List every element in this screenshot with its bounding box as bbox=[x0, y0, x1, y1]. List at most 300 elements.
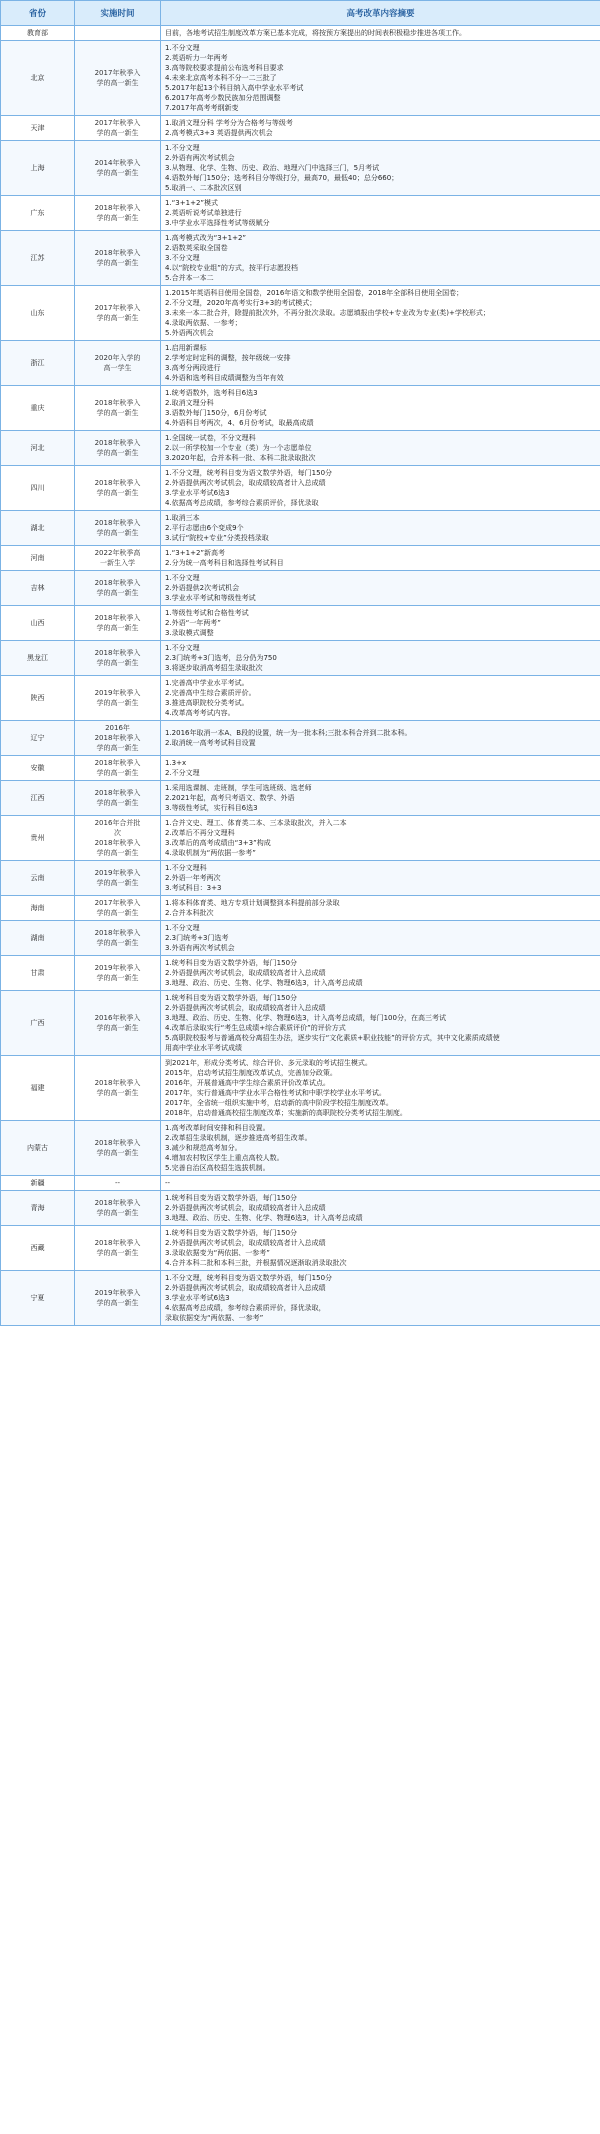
summary-line: 4.语数外每门150分；选考科目分等级打分，最高70，最低40；总分660； bbox=[165, 174, 399, 182]
summary-line: 到2021年，形成分类考试、综合评价、多元录取的考试招生模式。 bbox=[165, 1059, 372, 1067]
summary-line: 3.高等院校要求提前公布选考科目要求 bbox=[165, 64, 284, 72]
time-line: 2017年秋季入 bbox=[94, 69, 141, 77]
province-cell: 安徽 bbox=[1, 756, 75, 781]
time-line: 学的高一新生 bbox=[96, 1209, 139, 1217]
time-cell bbox=[75, 141, 161, 196]
table-row bbox=[1, 641, 600, 676]
time-line: 2019年秋季入 bbox=[94, 1289, 141, 1297]
summary-line: 3.地理、政治、历史、生物、化学、物理6选3，计入高考总成绩，每门100分，在高三考试 bbox=[165, 1014, 446, 1022]
summary-line: 1.“3+1+2”模式 bbox=[165, 199, 219, 207]
table-row bbox=[1, 546, 600, 571]
time-line: 学的高一新生 bbox=[96, 799, 139, 807]
summary-line: 4.改革后录取实行“考生总成绩+综合素质评价”的评价方式 bbox=[165, 1024, 346, 1032]
summary-cell bbox=[161, 1191, 600, 1226]
time-cell bbox=[75, 991, 161, 1056]
summary-line: 1.完善高中学业水平考试。 bbox=[165, 679, 249, 687]
summary-line: 4.合并本科二批和本科三批，并根据情况逐渐取消录取批次 bbox=[165, 1259, 347, 1267]
time-cell bbox=[75, 386, 161, 431]
table-row bbox=[1, 1121, 600, 1176]
province-cell: 北京 bbox=[1, 41, 75, 116]
summary-cell bbox=[161, 571, 600, 606]
time-line: 2018年秋季入 bbox=[94, 439, 141, 447]
summary-cell bbox=[161, 641, 600, 676]
summary-line: 3.录取依据变为“两依据、一参考” bbox=[165, 1249, 270, 1257]
summary-line: 4.依据高考总成绩，参考综合素质评价，择优录取 bbox=[165, 499, 319, 507]
table-row bbox=[1, 816, 600, 861]
province-cell: 河北 bbox=[1, 431, 75, 466]
summary-cell bbox=[161, 921, 600, 956]
province-cell: 福建 bbox=[1, 1056, 75, 1121]
summary-cell bbox=[161, 386, 600, 431]
time-line: 2018年秋季入 bbox=[94, 789, 141, 797]
summary-line: 3.学业水平考试和等级性考试 bbox=[165, 594, 256, 602]
table-row bbox=[1, 41, 600, 116]
summary-line: 6.2017年高考少数民族加分范围调整 bbox=[165, 94, 281, 102]
province-cell: 内蒙古 bbox=[1, 1121, 75, 1176]
time-cell bbox=[75, 196, 161, 231]
summary-line: 1.2015年英语科目使用全国卷，2016年语文和数学使用全国卷，2018年全部科目使用全国卷； bbox=[165, 289, 464, 297]
summary-cell bbox=[161, 511, 600, 546]
summary-cell bbox=[161, 1121, 600, 1176]
summary-cell bbox=[161, 341, 600, 386]
table-row bbox=[1, 466, 600, 511]
province-cell: 新疆 bbox=[1, 1176, 75, 1191]
summary-cell bbox=[161, 546, 600, 571]
time-line: 学的高一新生 bbox=[96, 1299, 139, 1307]
province-cell: 河南 bbox=[1, 546, 75, 571]
summary-line: 1.等级性考试和合格性考试 bbox=[165, 609, 249, 617]
summary-cell bbox=[161, 196, 600, 231]
time-line: 学的高一新生 bbox=[96, 849, 139, 857]
province-cell: 教育部 bbox=[1, 26, 75, 41]
time-line: 2017年秋季入 bbox=[94, 899, 141, 907]
time-line: 学的高一新生 bbox=[96, 1089, 139, 1097]
summary-line: 1.“3+1+2”新高考 bbox=[165, 549, 226, 557]
summary-cell bbox=[161, 286, 600, 341]
summary-line: 1.统考语数外，选考科目6选3 bbox=[165, 389, 258, 397]
table-row bbox=[1, 756, 600, 781]
time-cell bbox=[75, 1271, 161, 1326]
summary-line: 1.不分文理 bbox=[165, 44, 200, 52]
province-cell: 海南 bbox=[1, 896, 75, 921]
summary-line: 4.未来北京高考本科不分一二三批了 bbox=[165, 74, 277, 82]
province-cell: 宁夏 bbox=[1, 1271, 75, 1326]
summary-cell bbox=[161, 756, 600, 781]
table-row bbox=[1, 26, 600, 41]
summary-cell bbox=[161, 956, 600, 991]
summary-line: 目前，各地考试招生制度改革方案已基本完成，将按预方案提出的时间表积极稳步推进各项工作。 bbox=[165, 29, 466, 37]
summary-line: 3.未来一本二批合并，除提前批次外，不再分批次录取。志愿填报由学校+专业改为专业(类)+学校形式； bbox=[165, 309, 490, 317]
summary-line: 2.外语提供两次考试机会，取成绩较高者计入总成绩 bbox=[165, 1204, 326, 1212]
time-line: 2018年秋季入 bbox=[94, 1139, 141, 1147]
time-line: 学的高一新生 bbox=[96, 79, 139, 87]
summary-line: 2.英语听力一年两考 bbox=[165, 54, 228, 62]
summary-cell bbox=[161, 116, 600, 141]
summary-line: 3.推进高职院校分类考试。 bbox=[165, 699, 249, 707]
table-body bbox=[1, 26, 600, 1326]
summary-cell bbox=[161, 26, 600, 41]
summary-line: 5.外语两次机会 bbox=[165, 329, 214, 337]
table-row bbox=[1, 1176, 600, 1191]
time-line: 学的高一新生 bbox=[96, 769, 139, 777]
summary-line: 3.学业水平考试6选3 bbox=[165, 489, 230, 497]
time-line: 学的高一新生 bbox=[96, 659, 139, 667]
time-line: 2018年秋季入 bbox=[94, 759, 141, 767]
province-cell: 四川 bbox=[1, 466, 75, 511]
summary-line: 2.不分文理，2020年高考实行3+3的考试模式； bbox=[165, 299, 317, 307]
time-line: 学的高一新生 bbox=[96, 974, 139, 982]
time-line: 学的高一新生 bbox=[96, 1249, 139, 1257]
summary-line: 2.3门统考+3门选考，总分仍为750 bbox=[165, 654, 277, 662]
time-cell bbox=[75, 921, 161, 956]
summary-line: 4.改革高考考试内容。 bbox=[165, 709, 235, 717]
time-line: 2016年 bbox=[105, 724, 130, 732]
time-cell bbox=[75, 1176, 161, 1191]
province-cell: 甘肃 bbox=[1, 956, 75, 991]
table-row bbox=[1, 386, 600, 431]
summary-line: 3.将逐步取消高考招生录取批次 bbox=[165, 664, 263, 672]
time-cell bbox=[75, 546, 161, 571]
table-row bbox=[1, 341, 600, 386]
summary-line: 2017年，实行普通高中学业水平合格性考试和中职学校学业水平考试。 bbox=[165, 1089, 386, 1097]
province-cell: 湖南 bbox=[1, 921, 75, 956]
table-row bbox=[1, 781, 600, 816]
summary-cell bbox=[161, 231, 600, 286]
summary-line: 1.启用新课标 bbox=[165, 344, 207, 352]
table-row bbox=[1, 431, 600, 466]
time-cell bbox=[75, 861, 161, 896]
summary-line: 1.统考科目变为语文数学外语，每门150分 bbox=[165, 959, 298, 967]
time-cell bbox=[75, 641, 161, 676]
summary-line: 2.合并本科批次 bbox=[165, 909, 214, 917]
summary-line: 1.高考模式改为“3+1+2” bbox=[165, 234, 247, 242]
time-line: 学的高一新生 bbox=[96, 529, 139, 537]
time-line: 学的高一新生 bbox=[96, 214, 139, 222]
table-row bbox=[1, 1226, 600, 1271]
summary-line: 2.外语一年考两次 bbox=[165, 874, 221, 882]
summary-line: 3.中学业水平选择性考试等级赋分 bbox=[165, 219, 270, 227]
summary-line: 3.外语有两次考试机会 bbox=[165, 944, 235, 952]
summary-line: 1.不分文理科 bbox=[165, 864, 207, 872]
summary-line: 3.减少和规范高考加分。 bbox=[165, 1144, 242, 1152]
summary-cell bbox=[161, 721, 600, 756]
header-summary: 高考改革内容摘要 bbox=[161, 1, 600, 26]
summary-line: 3.录取模式调整 bbox=[165, 629, 214, 637]
summary-line: 2.改革后不再分文理科 bbox=[165, 829, 235, 837]
table-row bbox=[1, 861, 600, 896]
time-cell bbox=[75, 231, 161, 286]
table-row bbox=[1, 1191, 600, 1226]
time-cell bbox=[75, 816, 161, 861]
time-line: 2018年秋季入 bbox=[94, 839, 141, 847]
table-row bbox=[1, 1271, 600, 1326]
table-row bbox=[1, 956, 600, 991]
summary-line: 4.以“院校专业组”的方式，按平行志愿投档 bbox=[165, 264, 298, 272]
summary-line: 3.考试科目：3+3 bbox=[165, 884, 222, 892]
time-line: 2016年合并批 bbox=[94, 819, 141, 827]
summary-line: 2.分为统一高考科目和选择性考试科目 bbox=[165, 559, 284, 567]
time-line: 2019年秋季入 bbox=[94, 869, 141, 877]
summary-line: 1.统考科目变为语文数学外语，每门150分 bbox=[165, 1229, 298, 1237]
time-cell bbox=[75, 1191, 161, 1226]
time-line: 学的高一新生 bbox=[96, 449, 139, 457]
summary-cell bbox=[161, 141, 600, 196]
time-line: 学的高一新生 bbox=[96, 624, 139, 632]
time-line: 2018年秋季入 bbox=[94, 1239, 141, 1247]
time-cell bbox=[75, 341, 161, 386]
summary-line: 4.增加农村牧区学生上重点高校人数。 bbox=[165, 1154, 284, 1162]
time-cell bbox=[75, 896, 161, 921]
province-cell: 浙江 bbox=[1, 341, 75, 386]
time-cell bbox=[75, 1056, 161, 1121]
province-cell: 青海 bbox=[1, 1191, 75, 1226]
summary-line: 3.从物理、化学、生物、历史、政治、地理六门中选择三门，5月考试 bbox=[165, 164, 380, 172]
summary-line: 2.取消文理分科 bbox=[165, 399, 214, 407]
summary-line: 4.录取机制为“两依据一参考” bbox=[165, 849, 256, 857]
time-line: 学的高一新生 bbox=[96, 314, 139, 322]
time-line: 2018年秋季入 bbox=[94, 614, 141, 622]
summary-line: 用高中学业水平考试成绩 bbox=[165, 1044, 242, 1052]
summary-line: -- bbox=[165, 1179, 171, 1187]
time-line: 2014年秋季入 bbox=[94, 159, 141, 167]
summary-line: 1.取消三本 bbox=[165, 514, 200, 522]
table-row bbox=[1, 921, 600, 956]
time-line: 学的高一新生 bbox=[96, 589, 139, 597]
time-line: 2018年秋季入 bbox=[94, 249, 141, 257]
province-cell: 广东 bbox=[1, 196, 75, 231]
table-row bbox=[1, 606, 600, 641]
table-row bbox=[1, 141, 600, 196]
time-line: 2018年秋季入 bbox=[94, 1079, 141, 1087]
time-cell bbox=[75, 26, 161, 41]
time-line: 学的高一新生 bbox=[96, 129, 139, 137]
time-line: 2017年秋季入 bbox=[94, 119, 141, 127]
summary-line: 3.地理、政治、历史、生物、化学、物理6选3，计入高考总成绩 bbox=[165, 1214, 363, 1222]
time-line: -- bbox=[114, 1179, 121, 1187]
time-line: 2018年秋季入 bbox=[94, 479, 141, 487]
summary-line: 2.平行志愿由6个变成9个 bbox=[165, 524, 244, 532]
province-cell: 天津 bbox=[1, 116, 75, 141]
summary-line: 3.改革后的高考成绩由“3+3”构成 bbox=[165, 839, 271, 847]
summary-line: 2.完善高中生综合素质评价。 bbox=[165, 689, 256, 697]
province-cell: 贵州 bbox=[1, 816, 75, 861]
time-cell bbox=[75, 116, 161, 141]
time-cell bbox=[75, 956, 161, 991]
time-line: 学的高一新生 bbox=[96, 489, 139, 497]
time-line: 一新生入学 bbox=[100, 559, 135, 567]
summary-line: 1.统考科目变为语文数学外语，每门150分 bbox=[165, 994, 298, 1002]
province-cell: 云南 bbox=[1, 861, 75, 896]
time-line: 学的高一新生 bbox=[96, 939, 139, 947]
summary-line: 2.外语提供两次考试机会，取成绩较高者计入总成绩 bbox=[165, 479, 326, 487]
summary-line: 1.统考科目变为语文数学外语，每门150分 bbox=[165, 1194, 298, 1202]
summary-line: 3.2020年起，合并本科一批、本科二批录取批次 bbox=[165, 454, 316, 462]
summary-line: 2018年，启动普通高校招生制度改革；实施新的高职院校分类考试招生制度。 bbox=[165, 1109, 407, 1117]
table-row bbox=[1, 286, 600, 341]
summary-line: 3.语数外每门150分，6月份考试 bbox=[165, 409, 267, 417]
summary-line: 5.2017年起13个科目纳入高中学业水平考试 bbox=[165, 84, 304, 92]
summary-line: 2.高考模式3+3 英语提供两次机会 bbox=[165, 129, 273, 137]
summary-line: 1.不分文理 bbox=[165, 144, 200, 152]
table-row bbox=[1, 1056, 600, 1121]
time-line: 2018年秋季入 bbox=[94, 1199, 141, 1207]
time-line: 2022年秋季高 bbox=[94, 549, 141, 557]
summary-line: 2.2021年起，高考只考语文、数学、外语 bbox=[165, 794, 295, 802]
time-cell bbox=[75, 511, 161, 546]
time-line: 2018年秋季入 bbox=[94, 204, 141, 212]
summary-cell bbox=[161, 431, 600, 466]
header-row bbox=[1, 1, 600, 26]
table-row bbox=[1, 116, 600, 141]
summary-line: 2.不分文理 bbox=[165, 769, 200, 777]
summary-line: 录取依据变为“两依据、一参考” bbox=[165, 1314, 264, 1322]
table-row bbox=[1, 721, 600, 756]
summary-line: 5.完善自治区高校招生选拔机制。 bbox=[165, 1164, 270, 1172]
time-line: 2019年秋季入 bbox=[94, 689, 141, 697]
time-cell bbox=[75, 676, 161, 721]
summary-line: 2015年，启动考试招生制度改革试点，完善加分政策。 bbox=[165, 1069, 337, 1077]
time-line: 2017年秋季入 bbox=[94, 304, 141, 312]
summary-line: 3.学业水平考试6选3 bbox=[165, 1294, 230, 1302]
summary-cell bbox=[161, 991, 600, 1056]
time-line: 学的高一新生 bbox=[96, 909, 139, 917]
time-line: 学的高一新生 bbox=[96, 879, 139, 887]
time-line: 学的高一新生 bbox=[96, 259, 139, 267]
summary-cell bbox=[161, 1226, 600, 1271]
summary-line: 4.外语科目考两次，4、6月份考试，取最高成绩 bbox=[165, 419, 314, 427]
summary-line: 3.高考分两段进行 bbox=[165, 364, 221, 372]
table-row bbox=[1, 511, 600, 546]
summary-line: 1.将本科体育类、地方专项计划调整到本科提前部分录取 bbox=[165, 899, 340, 907]
table-row bbox=[1, 231, 600, 286]
summary-line: 5.取消一、二本批次区别 bbox=[165, 184, 242, 192]
summary-line: 1.高考改革时间安排和科目设置。 bbox=[165, 1124, 270, 1132]
summary-line: 5.合并本一本二 bbox=[165, 274, 214, 282]
summary-cell bbox=[161, 1271, 600, 1326]
summary-line: 1.不分文理，统考科目变为语文数学外语，每门150分 bbox=[165, 1274, 333, 1282]
summary-line: 3.不分文理 bbox=[165, 254, 200, 262]
summary-cell bbox=[161, 896, 600, 921]
time-cell bbox=[75, 41, 161, 116]
province-cell: 黑龙江 bbox=[1, 641, 75, 676]
summary-line: 1.不分文理 bbox=[165, 574, 200, 582]
time-line: 次 bbox=[114, 829, 121, 837]
summary-line: 7.2017年高考考纲新变 bbox=[165, 104, 239, 112]
summary-cell bbox=[161, 1176, 600, 1191]
summary-line: 2.外语“一年两考” bbox=[165, 619, 221, 627]
summary-cell bbox=[161, 861, 600, 896]
province-cell: 吉林 bbox=[1, 571, 75, 606]
province-cell: 上海 bbox=[1, 141, 75, 196]
summary-line: 4.依据高考总成绩，参考综合素质评价，择优录取， bbox=[165, 1304, 326, 1312]
time-line: 学的高一新生 bbox=[96, 1024, 139, 1032]
summary-line: 2.外语提供两次考试机会，取成绩较高者计入总成绩 bbox=[165, 969, 326, 977]
summary-line: 4.外语和选考科目成绩调整为当年有效 bbox=[165, 374, 284, 382]
province-cell: 陕西 bbox=[1, 676, 75, 721]
summary-line: 2.语数英采取全国卷 bbox=[165, 244, 228, 252]
summary-line: 2.改革招生录取机制，逐步推进高考招生改革。 bbox=[165, 1134, 312, 1142]
table-row bbox=[1, 991, 600, 1056]
time-line: 2018年秋季入 bbox=[94, 519, 141, 527]
summary-line: 2.外语提供两次考试机会，取成绩较高者计入总成绩 bbox=[165, 1239, 326, 1247]
summary-line: 4.录取两依据、一参考； bbox=[165, 319, 242, 327]
table-row bbox=[1, 571, 600, 606]
summary-line: 5.高职院校报考与普通高校分离招生办法，逐步实行“文化素质+职业技能”的评价方式，其中文化素质成绩使 bbox=[165, 1034, 500, 1042]
province-cell: 湖北 bbox=[1, 511, 75, 546]
province-cell: 山西 bbox=[1, 606, 75, 641]
time-line: 2018年秋季入 bbox=[94, 579, 141, 587]
province-cell: 西藏 bbox=[1, 1226, 75, 1271]
summary-line: 1.合并文史、理工、体育类二本、三本录取批次，并入二本 bbox=[165, 819, 347, 827]
time-line: 2020年入学的 bbox=[94, 354, 141, 362]
summary-cell bbox=[161, 41, 600, 116]
time-line: 学的高一新生 bbox=[96, 699, 139, 707]
summary-line: 1.取消文理分科 学考分为合格考与等级考 bbox=[165, 119, 293, 127]
summary-line: 2.外语有两次考试机会 bbox=[165, 154, 235, 162]
table-row bbox=[1, 676, 600, 721]
summary-line: 2.学考定时定科的调整，按年级统一安排 bbox=[165, 354, 291, 362]
summary-cell bbox=[161, 816, 600, 861]
province-cell: 江苏 bbox=[1, 231, 75, 286]
time-cell bbox=[75, 286, 161, 341]
time-line: 学的高一新生 bbox=[96, 169, 139, 177]
time-line: 2018年秋季入 bbox=[94, 734, 141, 742]
summary-line: 3.地理、政治、历史、生物、化学、物理6选3，计入高考总成绩 bbox=[165, 979, 363, 987]
summary-cell bbox=[161, 676, 600, 721]
province-cell: 重庆 bbox=[1, 386, 75, 431]
time-line: 2018年秋季入 bbox=[94, 399, 141, 407]
summary-line: 1.全国统一试卷，不分文理科 bbox=[165, 434, 256, 442]
time-line: 2016年秋季入 bbox=[94, 1014, 141, 1022]
table-row bbox=[1, 896, 600, 921]
summary-line: 2.以一所学校加一个专业（类）为一个志愿单位 bbox=[165, 444, 312, 452]
header-province: 省份 bbox=[1, 1, 75, 26]
summary-line: 2.外语提供两次考试机会，取成绩较高者计入总成绩 bbox=[165, 1284, 326, 1292]
summary-line: 2.外语提供2次考试机会 bbox=[165, 584, 240, 592]
summary-cell bbox=[161, 781, 600, 816]
time-line: 高一学生 bbox=[103, 364, 132, 372]
summary-line: 1.3+x bbox=[165, 759, 187, 767]
summary-line: 1.不分文理 bbox=[165, 924, 200, 932]
time-line: 2018年秋季入 bbox=[94, 929, 141, 937]
summary-cell bbox=[161, 1056, 600, 1121]
summary-line: 2.英语听说考试单独进行 bbox=[165, 209, 242, 217]
time-cell bbox=[75, 431, 161, 466]
province-cell: 山东 bbox=[1, 286, 75, 341]
summary-line: 3.试行“院校+专业”分类投档录取 bbox=[165, 534, 269, 542]
time-line: 学的高一新生 bbox=[96, 1149, 139, 1157]
summary-line: 2016年，开展普通高中学生综合素质评价改革试点。 bbox=[165, 1079, 330, 1087]
time-line: 学的高一新生 bbox=[96, 744, 139, 752]
summary-line: 1.不分文理，统考科目变为语文数学外语，每门150分 bbox=[165, 469, 333, 477]
summary-line: 2.3门统考+3门选考 bbox=[165, 934, 229, 942]
header-time: 实施时间 bbox=[75, 1, 161, 26]
summary-line: 2017年，全省统一组织实施中考，启动新的高中阶段学校招生制度改革。 bbox=[165, 1099, 393, 1107]
time-line: 2018年秋季入 bbox=[94, 649, 141, 657]
summary-line: 1.不分文理 bbox=[165, 644, 200, 652]
province-cell: 广西 bbox=[1, 991, 75, 1056]
time-cell bbox=[75, 571, 161, 606]
summary-line: 2.取消统一高考考试科目设置 bbox=[165, 739, 256, 747]
summary-cell bbox=[161, 606, 600, 641]
province-cell: 辽宁 bbox=[1, 721, 75, 756]
summary-line: 2.外语提供两次考试机会，取成绩较高者计入总成绩 bbox=[165, 1004, 326, 1012]
summary-cell bbox=[161, 466, 600, 511]
table-row bbox=[1, 196, 600, 231]
time-cell bbox=[75, 466, 161, 511]
time-cell bbox=[75, 756, 161, 781]
summary-line: 1.采用选课制、走班制，学生可选班级、选老师 bbox=[165, 784, 312, 792]
